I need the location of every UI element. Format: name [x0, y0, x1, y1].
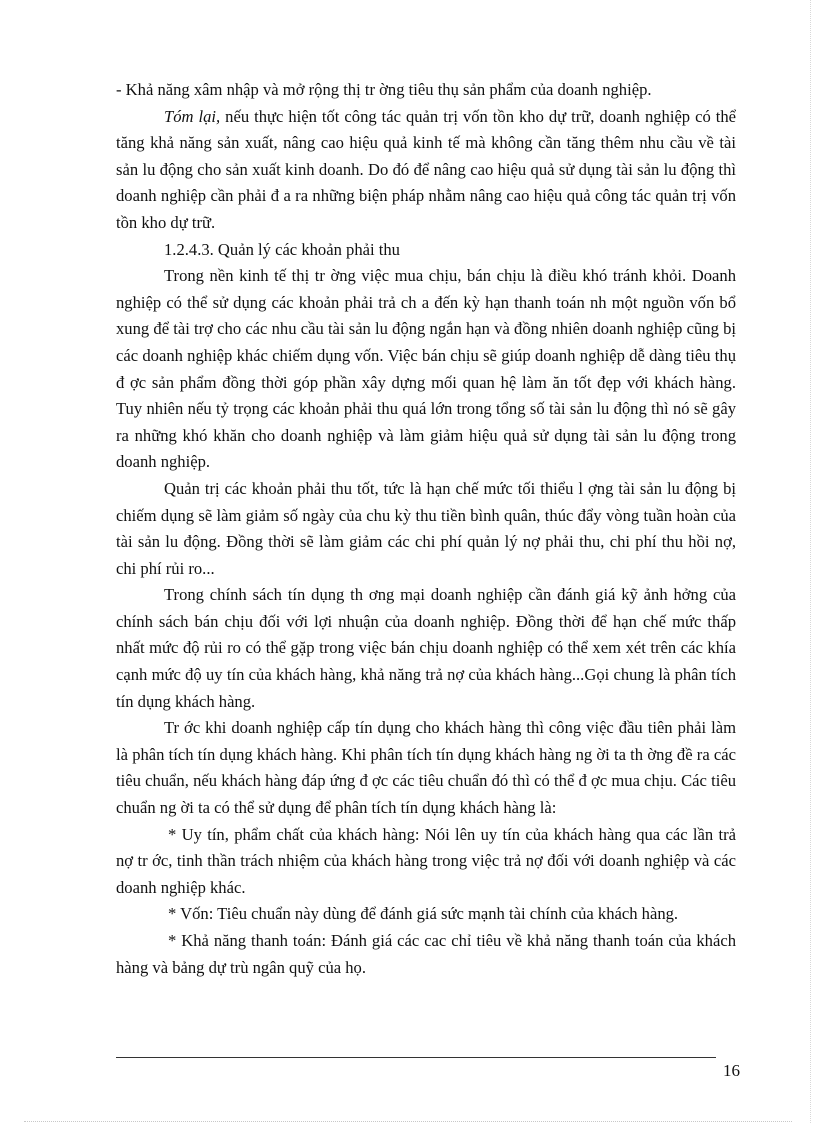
page-right-border — [810, 0, 811, 1123]
paragraph-receivables-management: Quản trị các khoản phải thu tốt, tức là hạn chế mức tối thiểu l ợng tài sản lu động bị chiếm dụng sẽ làm giảm số ngày của chu kỳ thu tiền bình quân, thúc đẩy vòng tuần hoàn của tài sản lu động. Đồng thời sẽ làm giảm các chi phí quản lý nợ phải thu, chi phí thu hồi nợ, chi phí rủi ro... — [116, 478, 736, 578]
footer-divider — [116, 1057, 716, 1058]
summary-body: nếu thực hiện tốt công tác quản trị vốn tồn kho dự trữ, doanh nghiệp có thể tăng khả năng sản xuất, nâng cao hiệu quả kinh tế mà không cần tăng thêm nhu cầu về tài sản lu động cho sản xuất kinh doanh. Do đó để nâng cao hiệu quả sử dụng tài sản lu động thì doanh nghiệp cần phải đ a ra những biện pháp nhằm nâng cao hiệu quả công tác quản trị vốn tồn kho dự trữ. — [116, 106, 737, 232]
body-text — [116, 77, 736, 981]
summary-lead: Tóm lại, — [164, 106, 221, 126]
criterion-reputation: * Uy tín, phẩm chất của khách hàng: Nói lên uy tín của khách hàng qua các lần trả nợ tr ớc, tinh thần trách nhiệm của khách hàng trong việc trả nợ đối với doanh nghiệp và các doanh nghiệp khác. — [116, 824, 736, 897]
page-number: 16 — [723, 1061, 740, 1080]
page-bottom-border — [24, 1121, 792, 1122]
paragraph-credit-policy: Trong chính sách tín dụng th ơng mại doanh nghiệp cần đánh giá kỹ ảnh hởng của chính sách bán chịu đối với lợi nhuận của doanh nghiệp. Đồng thời để hạn chế mức thấp nhất mức độ rủi ro có thể gặp trong việc bán chịu doanh nghiệp có thể xem xét trên các khía cạnh mức độ uy tín của khách hàng, khả năng trả nợ của khách hàng...Gọi chung là phân tích tín dụng khách hàng. — [116, 585, 736, 711]
section-heading: 1.2.4.3. Quản lý các khoản phải thu — [164, 239, 400, 259]
paragraph-market-expansion: - Khả năng xâm nhập và mở rộng thị tr ờng tiêu thụ sản phẩm của doanh nghiệp. — [116, 80, 652, 99]
paragraph-summary — [116, 104, 736, 237]
criterion-solvency: * Khả năng thanh toán: Đánh giá các cac chỉ tiêu về khả năng thanh toán của khách hàng và bảng dự trù ngân quỹ của họ. — [116, 931, 736, 977]
criterion-capital: * Vốn: Tiêu chuẩn này dùng để đánh giá sức mạnh tài chính của khách hàng. — [168, 904, 679, 924]
paragraph-credit-analysis: Tr ớc khi doanh nghiệp cấp tín dụng cho khách hàng thì công việc đầu tiên phải làm là phân tích tín dụng khách hàng. Khi phân tích tín dụng khách hàng ng ời ta th ờng đề ra các tiêu chuẩn, nếu khách hàng đáp ứng đ ợc các tiêu chuẩn đó thì có thể đ ợc mua chịu. Các tiêu chuẩn ng ời ta có thể sử dụng để phân tích tín dụng khách hàng là: — [116, 718, 736, 818]
paragraph-credit-sales: Trong nền kinh tế thị tr ờng việc mua chịu, bán chịu là điều khó tránh khỏi. Doanh nghiệp có thể sử dụng các khoản phải trả ch a đến kỳ hạn thanh toán nh một nguồn vốn bổ xung để tài trợ cho các nhu cầu tài sản lu động ngắn hạn và đồng nhiên doanh nghiệp cũng bị các doanh nghiệp khác chiếm dụng vốn. Việc bán chịu sẽ giúp doanh nghiệp dễ dàng tiêu thụ đ ợc sản phẩm đồng thời góp phần xây dựng mối quan hệ làm ăn tốt đẹp với khách hàng. Tuy nhiên nếu tỷ trọng các khoản phải thu quá lớn trong tổng số tài sản lu động thì nó sẽ gây ra những khó khăn cho doanh nghiệp và làm giảm hiệu quả sử dụng tài sản lu động trong doanh nghiệp. — [116, 266, 736, 472]
